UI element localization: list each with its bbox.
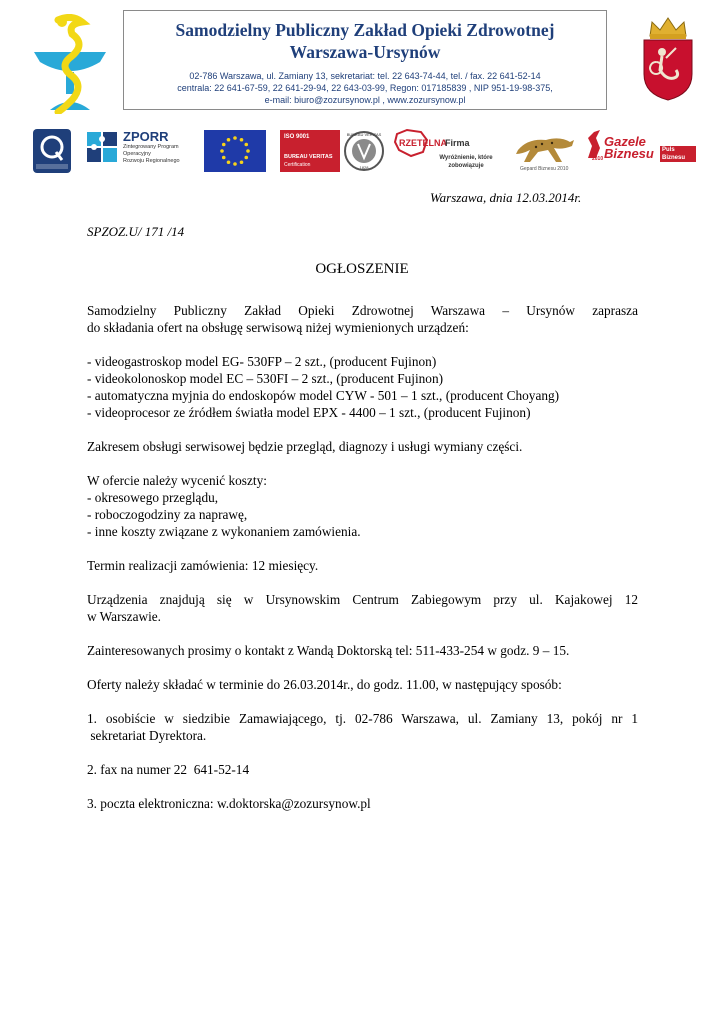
iso-9001-badge — [280, 128, 340, 174]
device-item: - videogastroskop model EG- 530FP – 2 szt., (producent Fujinon) — [87, 354, 437, 369]
iso-label: ISO 9001 — [284, 134, 310, 140]
contact-line-phones: centrala: 22 641-67-59, 22 641-29-94, 22 643-03-99, Regon: 017185839 , NIP 951-19-98-375, — [177, 83, 553, 93]
cost-item: - inne koszty związane z wykonaniem zamówienia. — [87, 524, 361, 539]
bureau-veritas-seal-icon — [344, 128, 384, 174]
intro-line-2: do składania ofert na obsługę serwisową niżej wymienionych urządzeń: — [87, 320, 469, 335]
announcement-title: OGŁOSZENIE — [315, 261, 409, 277]
quality-q-icon — [32, 128, 72, 174]
method-2-fax: 2. fax na numer 22 641-52-14 — [87, 762, 250, 777]
eu-star — [233, 136, 237, 140]
costs-heading: W ofercie należy wycenić koszty: — [87, 473, 267, 488]
service-scope: Zakresem obsługi serwisowej będzie przegląd, diagnozy i usługi wymiany części. — [87, 439, 523, 454]
rzetelna-firma: Firma — [445, 138, 470, 148]
method-1-line-2: sekretariat Dyrektora. — [87, 728, 207, 743]
zporr-subtitle-2: Operacyjny — [123, 151, 151, 157]
device-item: - videokolonoskop model EC – 530FI – 2 szt., (producent Fujinon) — [87, 371, 444, 386]
eu-star — [222, 156, 226, 160]
bv-cert-label: Certification — [284, 162, 311, 168]
puls-word: Puls — [662, 147, 675, 153]
eu-star — [220, 149, 224, 153]
cost-list — [87, 489, 638, 540]
cheetah-icon — [512, 128, 578, 166]
eu-star — [240, 160, 244, 164]
quality-q-logo — [32, 128, 72, 174]
rzetelna-brand: RZETELNA — [399, 138, 447, 148]
intro-line-1: Samodzielny Publiczny Zakład Opieki Zdrowotnej Warszawa – Ursynów zaprasza — [87, 303, 638, 318]
eu-star — [233, 162, 237, 166]
reference-number: SPZOZ.U/ 171 /14 — [87, 224, 185, 239]
device-list — [87, 353, 638, 421]
contact-line-email: e-mail: biuro@zozursynow.pl , www.zozursynow.pl — [264, 95, 466, 105]
rzetelna-tagline-1: Wyróżnienie, które — [439, 155, 493, 161]
rzetelna-tagline — [429, 154, 503, 170]
cost-item: - roboczogodziny za naprawę, — [87, 507, 248, 522]
eu-flag-logo — [204, 128, 266, 174]
location-line-2: w Warszawie. — [87, 609, 162, 624]
announcement-body — [87, 302, 638, 812]
device-item: - automatyczna myjnia do endoskopów model CYW - 501 – 1 szt., (producent Choyang) — [87, 388, 560, 403]
contact-line-address: 02-786 Warszawa, ul. Zamiany 13, sekretariat: tel. 22 643-74-44, tel. / fax. 22 641-52-14 — [189, 71, 541, 81]
header-address-box — [123, 10, 607, 110]
bv-name-label: BUREAU VERITAS — [284, 154, 333, 160]
gazele-biznesu-logo — [582, 128, 698, 174]
bureau-veritas-seal — [344, 128, 384, 174]
zporr-logo — [85, 128, 197, 174]
cost-item: - okresowego przeglądu, — [87, 490, 219, 505]
device-item: - videoprocesor ze źródłem światła model EPX - 4400 – 1 szt., (producent Fujinon) — [87, 405, 531, 420]
rzetelna-tagline-2: zobowiązuje — [448, 163, 484, 169]
gazele-year: 2010 — [592, 156, 604, 162]
contact-block — [124, 70, 606, 106]
method-3-email[interactable]: 3. poczta elektroniczna: w.doktorska@zozursynow.pl — [87, 796, 371, 811]
eu-star — [227, 160, 231, 164]
submission-deadline: Oferty należy składać w terminie do 26.03.2014r., do godz. 11.00, w następujący sposób: — [87, 677, 562, 692]
org-name-line2: Warszawa-Ursynów — [289, 42, 441, 62]
org-name-line1: Samodzielny Publiczny Zakład Opieki Zdrowotnej — [175, 20, 555, 40]
iso-red-box — [280, 130, 340, 172]
bv-seal-year: 1828 — [359, 165, 369, 170]
eu-star — [244, 156, 248, 160]
bv-seal-top-text: BUREAU VERITAS — [346, 132, 382, 137]
warsaw-coat-of-arms — [640, 14, 696, 102]
warsaw-mermaid-crest-icon — [640, 14, 696, 102]
zporr-title: ZPORR — [123, 129, 169, 144]
gepard-caption: Gepard Biznesu 2010 — [520, 166, 569, 172]
eu-star — [244, 143, 248, 147]
completion-term: Termin realizacji zamówienia: 12 miesięcy. — [87, 558, 319, 573]
puls-biznesu-badge — [660, 146, 696, 162]
caduceus-bowl-icon — [28, 14, 112, 114]
zporr-subtitle-3: Rozwoju Regionalnego — [123, 158, 180, 164]
puls-biznesu-word: Biznesu — [662, 155, 686, 161]
biznesu-word: Biznesu — [604, 146, 654, 161]
eu-star — [246, 149, 250, 153]
eu-star — [227, 138, 231, 142]
method-1-line-1: 1. osobiście w siedzibie Zamawiającego, tj. 02-786 Warszawa, ul. Zamiany 13, pokój nr 1 — [87, 711, 638, 726]
eu-star — [240, 138, 244, 142]
contact-person: Zainteresowanych prosimy o kontakt z Wandą Doktorską tel: 511-433-254 w godz. 9 – 15. — [87, 643, 570, 658]
letter-date: Warszawa, dnia 12.03.2014r. — [430, 190, 582, 205]
rzetelna-firma-logo — [393, 128, 505, 174]
gazele-word: Gazele — [604, 134, 646, 149]
eu-flag-icon — [204, 128, 266, 174]
hospital-logo — [28, 14, 112, 114]
zporr-subtitle-1: Zintegrowany Program — [123, 144, 179, 150]
gepard-biznesu-logo — [512, 128, 578, 174]
location-line-1: Urządzenia znajdują się w Ursynowskim Centrum Zabiegowym przy ul. Kajakowej 12 — [87, 592, 638, 607]
eu-star — [222, 143, 226, 147]
